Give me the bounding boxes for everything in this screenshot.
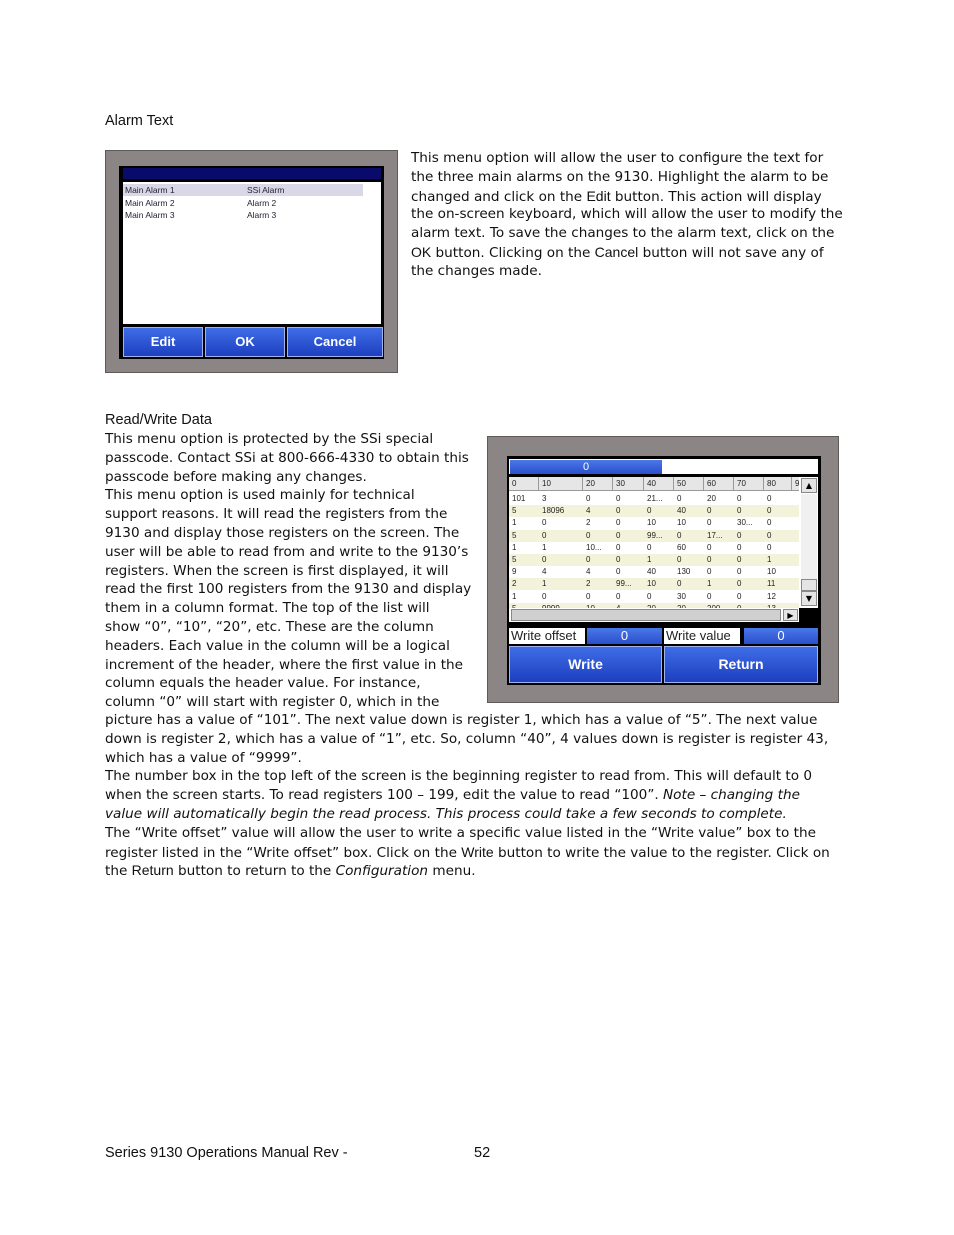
alarm-name: Main Alarm 3 — [125, 210, 175, 220]
page-number: 52 — [474, 1145, 491, 1161]
description-line — [105, 843, 830, 862]
text-run: button. This action will display — [610, 188, 822, 205]
table-cell: 0 — [647, 506, 652, 516]
table-cell: 0 — [616, 518, 621, 528]
text-run: the changes made. — [411, 262, 542, 279]
column-header[interactable]: 40 — [644, 477, 674, 491]
text-run: the — [105, 863, 132, 880]
table-cell: 99... — [647, 530, 663, 540]
text-run: the three main alarms on the 9130. Highlight the alarm to be — [411, 168, 829, 185]
keyword: Return — [131, 862, 174, 879]
text-run: This menu option will allow the user to configure the text for — [411, 150, 824, 166]
description-line: registers. When the screen is first displayed, it will — [105, 562, 449, 579]
alarm-row[interactable] — [123, 209, 363, 221]
table-cell: 4 — [586, 506, 591, 516]
table-row[interactable] — [509, 542, 799, 554]
table-cell: 0 — [616, 530, 621, 540]
description-line — [105, 749, 830, 768]
table-cell: 0 — [707, 567, 712, 577]
description-line — [411, 187, 843, 206]
table-row[interactable] — [509, 578, 799, 590]
table-cell: 0 — [647, 591, 652, 601]
horizontal-scrollbar[interactable] — [509, 608, 799, 622]
table-cell: 0 — [707, 591, 712, 601]
description-line: them in a column format. The top of the list will — [105, 600, 430, 617]
table-cell: 1 — [647, 555, 652, 564]
table-row[interactable] — [509, 591, 799, 603]
description-line — [105, 861, 830, 880]
scroll-track[interactable] — [801, 494, 817, 590]
table-cell: 0 — [677, 494, 682, 503]
ok-button[interactable]: OK — [205, 327, 285, 357]
table-cell: 4 — [542, 567, 547, 577]
table-cell: 1 — [707, 579, 712, 589]
table-cell: 0 — [767, 530, 772, 540]
table-cell: 0 — [707, 518, 712, 528]
table-cell: 0 — [677, 530, 682, 540]
text-run: The “Write offset” value will allow the user to write a specific value listed in the “Write value” box to the — [105, 824, 816, 841]
write-button[interactable]: Write — [509, 646, 662, 683]
alarm-text-heading: Alarm Text — [105, 113, 174, 129]
table-cell: 0 — [767, 518, 772, 528]
table-row[interactable] — [509, 505, 799, 517]
table-cell: 101 — [512, 494, 526, 503]
table-cell: 0 — [647, 542, 652, 552]
table-cell: 30... — [737, 518, 753, 528]
table-cell: 2 — [586, 518, 591, 528]
read-write-description-continued — [105, 711, 830, 880]
text-run: value will automatically begin the read process. This process could take a few seconds to complete. — [105, 805, 787, 822]
table-row[interactable] — [509, 493, 799, 505]
description-line — [411, 149, 843, 168]
column-header[interactable]: 30 — [613, 477, 644, 491]
table-cell: 10 — [677, 518, 686, 528]
column-header[interactable]: 20 — [583, 477, 613, 491]
write-offset-label: Write offset — [509, 628, 585, 644]
description-line: This menu option is used mainly for technical — [105, 487, 415, 504]
start-register-bar — [509, 459, 818, 474]
table-cell: 0 — [677, 579, 682, 589]
table-cell: 40 — [677, 506, 686, 516]
description-line: increment of the header, where the first value in the — [105, 656, 464, 673]
description-line: 9130 and display those registers on the screen. The — [105, 524, 460, 541]
table-cell: 5 — [512, 555, 517, 564]
table-row[interactable] — [509, 517, 799, 529]
table-cell: 0 — [586, 555, 591, 564]
scroll-right-icon[interactable]: ▶ — [783, 609, 798, 621]
alarm-text-value: SSi Alarm — [247, 185, 285, 195]
column-header[interactable]: 10 — [539, 477, 583, 491]
table-cell: 0 — [737, 494, 742, 503]
keyword: Edit — [586, 187, 611, 204]
alarm-name: Main Alarm 1 — [125, 185, 175, 195]
description-line — [411, 224, 843, 243]
column-header[interactable]: 0 — [509, 477, 539, 491]
description-line — [105, 730, 830, 749]
table-cell: 0 — [767, 506, 772, 516]
table-cell: 9 — [512, 567, 517, 577]
text-run: alarm text. To save the changes to the alarm text, click on the — [411, 225, 835, 242]
table-cell: 10... — [586, 542, 602, 552]
table-cell: 21... — [647, 494, 663, 503]
table-cell: 5 — [512, 530, 517, 540]
text-run: Note – changing the — [663, 787, 800, 804]
alarm-text-value: Alarm 2 — [247, 197, 277, 208]
read-write-heading: Read/Write Data — [105, 412, 212, 428]
keyword: Cancel — [594, 243, 639, 260]
table-cell: 0 — [737, 506, 742, 516]
description-line: headers. Each value in the column will be a logical — [105, 637, 450, 654]
keyword: Write — [461, 843, 494, 860]
table-cell: 30 — [677, 591, 686, 601]
table-cell: 12 — [767, 591, 776, 601]
description-line — [105, 711, 830, 730]
table-cell: 0 — [586, 530, 591, 540]
description-line: show “0”, “10”, “20”, etc. These are the column — [105, 618, 434, 635]
table-cell: 1 — [542, 542, 547, 552]
table-cell: 10 — [647, 579, 656, 589]
description-line: This menu option is protected by the SSi special — [105, 431, 434, 447]
table-cell: 0 — [737, 530, 742, 540]
table-cell: 0 — [767, 494, 772, 503]
text-run: button. Clicking on the — [431, 244, 595, 261]
table-cell: 0 — [542, 518, 547, 528]
alarm-screen — [119, 166, 384, 359]
scroll-up-icon[interactable]: ▲ — [801, 478, 817, 493]
column-header[interactable]: 50 — [674, 477, 704, 491]
write-value-input[interactable]: 0 — [744, 628, 818, 644]
table-cell: 0 — [542, 591, 547, 601]
table-cell: 0 — [707, 506, 712, 516]
table-cell: 2 — [586, 579, 591, 589]
start-register-input[interactable]: 0 — [510, 460, 662, 474]
description-line — [411, 168, 843, 187]
description-line: user will be able to read from and write to the 9130’s — [105, 543, 469, 560]
scroll-thumb-horizontal[interactable] — [511, 609, 781, 621]
table-cell: 0 — [737, 591, 742, 601]
vertical-scrollbar[interactable] — [799, 477, 818, 608]
text-run: register listed in the “Write offset” box. Click on the — [105, 844, 462, 861]
table-cell: 10 — [767, 567, 776, 577]
text-run: changed and click on the — [411, 188, 587, 205]
alarm-row[interactable] — [123, 197, 363, 209]
description-line — [411, 205, 843, 224]
register-grid[interactable] — [509, 477, 799, 608]
text-run: The number box in the top left of the screen is the beginning register to read from. This will default to 0 — [105, 768, 813, 785]
read-write-screenshot — [487, 436, 839, 703]
table-cell: 5 — [512, 506, 517, 516]
read-write-screen — [507, 456, 821, 685]
column-header[interactable]: 80 — [764, 477, 792, 491]
alarm-name: Main Alarm 2 — [125, 197, 175, 208]
write-offset-input[interactable]: 0 — [587, 628, 662, 644]
table-cell: 40 — [647, 567, 656, 577]
description-line — [105, 786, 830, 805]
table-cell: 0 — [616, 542, 621, 552]
text-run: down is register 2, which has a value of “1”, etc. So, column “40”, 4 values down is register is register 43, — [105, 730, 829, 747]
description-line — [411, 243, 843, 262]
alarm-text-screenshot — [105, 150, 398, 373]
text-run: button to write the value to the register. Click on — [493, 844, 830, 861]
table-cell: 0 — [767, 542, 772, 552]
description-line — [105, 824, 830, 843]
table-cell: 1 — [542, 579, 547, 589]
table-cell: 0 — [616, 591, 621, 601]
table-cell: 99... — [616, 579, 632, 589]
edit-button[interactable]: Edit — [123, 327, 203, 357]
table-cell: 1 — [512, 591, 517, 601]
table-cell: 0 — [616, 494, 621, 503]
text-run: picture has a value of “101”. The next value down is register 1, which has a value of “5”. The next value — [105, 712, 818, 728]
alarm-text-value: Alarm 3 — [247, 210, 277, 220]
table-cell: 1 — [512, 542, 517, 552]
table-cell: 0 — [586, 494, 591, 503]
return-button[interactable]: Return — [664, 646, 818, 683]
table-cell: 0 — [616, 555, 621, 564]
text-run: menu. — [428, 863, 476, 880]
description-line — [411, 262, 843, 281]
write-value-label: Write value — [664, 628, 740, 644]
table-row[interactable] — [509, 530, 799, 542]
table-cell: 0 — [677, 555, 682, 564]
alarm-title-bar — [123, 168, 381, 179]
description-line: column “0” will start with register 0, which in the — [105, 694, 440, 711]
alarm-text-description — [411, 149, 843, 281]
table-cell: 0 — [737, 555, 742, 564]
table-row[interactable] — [509, 554, 799, 566]
table-cell: 0 — [616, 506, 621, 516]
description-line — [105, 805, 830, 824]
table-cell: 0 — [542, 530, 547, 540]
table-cell: 2 — [512, 579, 517, 589]
scroll-down-icon[interactable]: ▼ — [801, 591, 817, 606]
text-run: button will not save any of — [638, 244, 824, 261]
scroll-thumb[interactable] — [801, 579, 817, 591]
table-row[interactable] — [509, 566, 799, 578]
table-cell: 130 — [677, 567, 691, 577]
read-write-description — [105, 430, 471, 712]
table-cell: 60 — [677, 542, 686, 552]
table-cell: 0 — [737, 567, 742, 577]
table-cell: 0 — [542, 555, 547, 564]
alarm-row[interactable] — [123, 184, 363, 196]
text-run: Configuration — [335, 863, 429, 880]
table-cell: 0 — [737, 579, 742, 589]
table-cell: 11 — [767, 579, 776, 589]
text-run: button to return to the — [173, 863, 336, 880]
keyword: OK — [411, 243, 432, 260]
table-cell: 18096 — [542, 506, 565, 516]
table-cell: 17... — [707, 530, 723, 540]
column-header[interactable]: 60 — [704, 477, 734, 491]
table-cell: 0 — [737, 542, 742, 552]
table-cell: 1 — [767, 555, 772, 564]
text-run: the on-screen keyboard, which will allow the user to modify the — [411, 206, 843, 223]
column-header[interactable]: 9 — [792, 477, 802, 491]
alarm-list[interactable] — [123, 182, 381, 324]
text-run: when the screen starts. To read registers 100 – 199, edit the value to read “100”. — [105, 787, 663, 804]
text-run: which has a value of “9999”. — [105, 749, 302, 766]
table-cell: 0 — [707, 542, 712, 552]
table-cell: 20 — [707, 494, 716, 503]
table-cell: 0 — [616, 567, 621, 577]
table-cell: 4 — [586, 567, 591, 577]
table-cell: 10 — [647, 518, 656, 528]
description-line: passcode. Contact SSi at 800-666-4330 to obtain this — [105, 449, 469, 466]
cancel-button[interactable]: Cancel — [287, 327, 383, 357]
table-cell: 0 — [586, 591, 591, 601]
table-cell: 1 — [512, 518, 517, 528]
description-line: support reasons. It will read the registers from the — [105, 506, 448, 523]
description-line — [105, 767, 830, 786]
table-cell: 0 — [707, 555, 712, 564]
footer-title: Series 9130 Operations Manual Rev - — [105, 1145, 348, 1161]
description-line: column equals the header value. For instance, — [105, 675, 421, 692]
table-cell: 3 — [542, 494, 547, 503]
description-line: read the first 100 registers from the 9130 and display — [105, 581, 472, 598]
description-line: passcode before making any changes. — [105, 468, 367, 485]
column-header[interactable]: 70 — [734, 477, 764, 491]
